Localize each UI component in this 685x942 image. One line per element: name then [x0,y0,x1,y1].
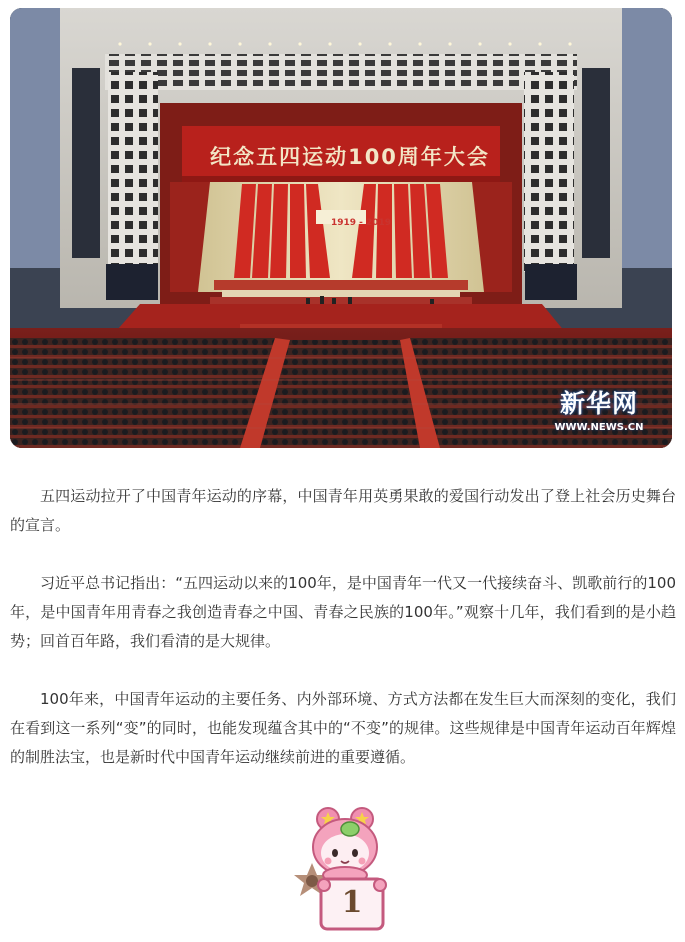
banner-title: 纪念五四运动100周年大会 [210,145,490,169]
event-photo [10,8,672,448]
stage-years: 1919 - 2019 [330,218,392,228]
paragraph-3: 100年来，中国青年运动的主要任务、内外部环境、方式方法都在发生巨大而深刻的变化，我们在看到这一系列“变”的同时，也能发现蕴含其中的“不变”的规律。这些规律是中国青年运动百年辉煌的制胜法宝，也是新时代中国青年运动继续前进的重要遵循。 [10,690,676,766]
assembly-hall-illustration [10,8,672,448]
section-number-badge [290,805,400,937]
watermark-url: WWW.NEWS.CN [554,422,644,433]
paragraph-2: 习近平总书记指出：“五四运动以来的100年，是中国青年一代又一代接续奋斗、凯歌前行的100年，是中国青年用青春之我创造青春之中国、青春之民族的100年。”观察十几年，我们看到的是小趋势；回首百年路，我们看清的是大规律。 [10,574,676,650]
section-number: 1 [341,885,363,920]
paragraph-1: 五四运动拉开了中国青年运动的序幕，中国青年用英勇果敢的爱国行动发出了登上社会历史舞台的宣言。 [10,487,676,534]
watermark-logo: 新华网 [559,389,638,418]
article-body [10,482,676,801]
watermark [544,384,654,433]
